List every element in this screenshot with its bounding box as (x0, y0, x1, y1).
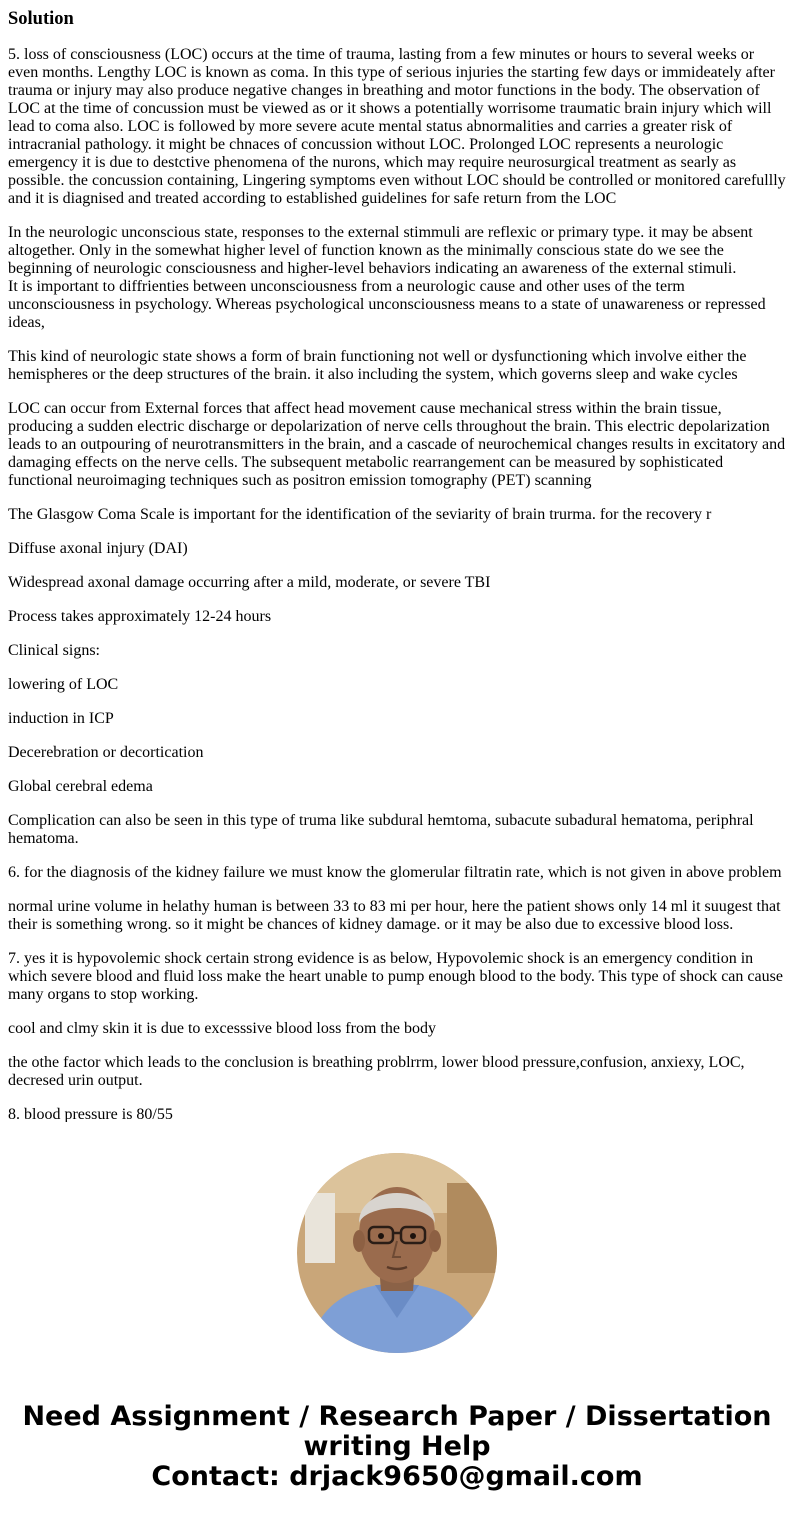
clinical-sign-item: induction in ICP (8, 710, 114, 727)
skin-paragraph: cool and clmy skin it is due to excesssive blood loss from the body (8, 1020, 436, 1037)
process-duration-paragraph: Process takes approximately 12-24 hours (8, 608, 272, 625)
dai-heading-paragraph: Diffuse axonal injury (DAI) (8, 540, 188, 557)
help-contact-banner (0, 1402, 794, 1492)
cta-line-1: Need Assignment / Research Paper / Dissertation (22, 1401, 772, 1432)
unconscious-state-paragraph (8, 224, 786, 332)
glasgow-coma-paragraph: The Glasgow Coma Scale is important for the identification of the seviarity of brain trurma. for the recovery r (8, 506, 712, 523)
cta-contact-email[interactable]: Contact: drjack9650@gmail.com (151, 1461, 643, 1492)
answer-5-paragraph: 5. loss of consciousness (LOC) occurs at the time of trauma, lasting from a few minutes or hours to several weeks or even months. Lengthy LOC is known as coma. In this type of serious injuries the starting few days or immideately after trauma or injury may also produce negative changes in breathing and motor functions in the body. The observation of LOC at the time of concussion must be viewed as or it shows a potentially worrisome traumatic brain injury which will lead to coma also. LOC is followed by more severe acute mental status abnormalities and carries a greater risk of intracranial pathology. it might be chnaces of concussion without LOC. Prolonged LOC represents a neurologic emergency it is due to destctive phenomena of the nurons, which may require neurosurgical treatment as searly as possible. the concussion containing, Lingering symptoms even without LOC should be controlled or monitored carefullly and it is diagnised and treated according to established guidelines for safe return from the LOC (8, 46, 786, 207)
unconscious-state-text: In the neurologic unconscious state, responses to the external stimmuli are reflexic or primary type. it may be absent altogether. Only in the somewhat higher level of function known as the minimally conscious state do we see the beginning of neurologic consciousness and higher-level behaviors indicating an awareness of the external stimuli. (8, 224, 753, 277)
unconsciousness-psychology-text: It is important to diffrienties between unconsciousness from a neurologic cause and other uses of the term unconsciousness in psychology. Whereas psychological unconsciousness means to a state of unawareness or repressed ideas, (8, 278, 766, 331)
answer-8-paragraph: 8. blood pressure is 80/55 (8, 1106, 173, 1122)
solution-heading: Solution (8, 9, 74, 29)
widespread-damage-paragraph: Widespread axonal damage occurring after a mild, moderate, or severe TBI (8, 574, 491, 591)
urine-volume-paragraph: normal urine volume in helathy human is between 33 to 83 mi per hour, here the patient shows only 14 ml it suugest that their is something wrong. so it might be chances of kidney damage. or it may be also due to excessive blood loss. (8, 898, 781, 933)
author-portrait-image (297, 1153, 497, 1353)
external-forces-paragraph: LOC can occur from External forces that affect head movement cause mechanical stress within the brain tissue, producing a sudden electric discharge or depolarization of nerve cells throughout the brain. This electric depolarization leads to an outpouring of neurotransmitters in the brain, and a cascade of neurochemical changes results in excitatory and damaging effects on the nerve cells. The subsequent metabolic rearrangement can be measured by sophisticated functional neuroimaging techniques such as positron emission tomography (PET) scanning (8, 400, 786, 489)
answer-6-paragraph: 6. for the diagnosis of the kidney failure we must know the glomerular filtratin rate, which is not given in above problem (8, 864, 782, 881)
answer-7-paragraph: 7. yes it is hypovolemic shock certain strong evidence is as below, Hypovolemic shock is an emergency condition in which severe blood and fluid loss make the heart unable to pump enough blood to the body. This type of shock can cause many organs to stop working. (8, 950, 783, 1003)
cta-line-2: writing Help (303, 1431, 491, 1462)
other-factors-paragraph: the othe factor which leads to the conclusion is breathing problrrm, lower blood pressure,confusion, anxiexy, LOC, decresed urin output. (8, 1054, 745, 1089)
complication-paragraph: Complication can also be seen in this type of truma like subdural hemtoma, subacute subadural hematoma, periphral hematoma. (8, 812, 754, 847)
answer-content (8, 8, 786, 1122)
clinical-sign-item: Global cerebral edema (8, 778, 153, 795)
author-avatar (297, 1153, 497, 1353)
neurologic-state-paragraph: This kind of neurologic state shows a form of brain functioning not well or dysfunctioning which involve either the hemispheres or the deep structures of the brain. it also including the system, which governs sleep and wake cycles (8, 348, 747, 383)
clinical-signs-label: Clinical signs: (8, 642, 100, 659)
clinical-sign-item: Decerebration or decortication (8, 744, 204, 761)
clinical-sign-item: lowering of LOC (8, 676, 119, 693)
